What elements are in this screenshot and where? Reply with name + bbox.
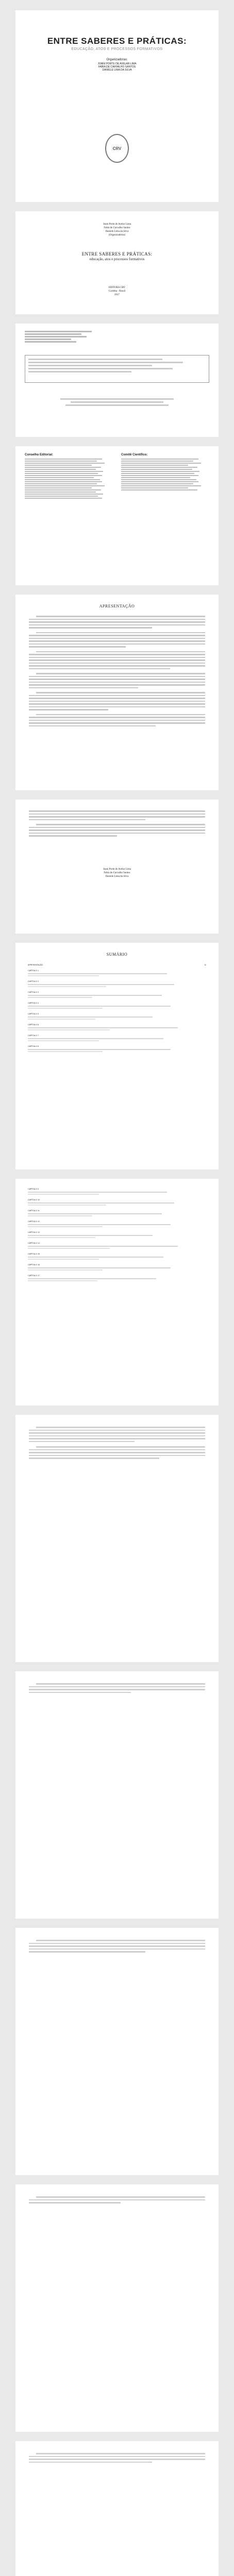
presentation-body-2 xyxy=(29,810,205,837)
halftitle-subtitle: educação, atos e processos formativos xyxy=(89,257,145,261)
toc-entry-title: CAPÍTULO 2 xyxy=(28,980,39,982)
body-page-1 xyxy=(15,1415,219,1662)
halftitle-name-3: Daniele Lima da Silva xyxy=(105,230,129,233)
toc-entry-title: APRESENTAÇÃO xyxy=(28,964,43,966)
toc-entry-title: CAPÍTULO 13 xyxy=(28,1231,40,1233)
toc-entry-chapter-1[interactable] xyxy=(28,970,206,976)
toc-entry-chapter-17[interactable] xyxy=(28,1275,206,1281)
toc-entry-chapter-12[interactable] xyxy=(28,1221,206,1227)
toc-entry-chapter-14[interactable] xyxy=(28,1242,206,1249)
toc-heading: SUMÁRIO xyxy=(106,952,128,957)
publisher-logo xyxy=(105,134,129,163)
halftitle-name-2: Fabia de Carvalho Santos xyxy=(104,227,130,229)
toc-entry-title: CAPÍTULO 3 xyxy=(28,991,39,993)
toc-page-1 xyxy=(15,943,219,1170)
toc-entry-chapter-9[interactable] xyxy=(28,1188,206,1195)
toc-entry-chapter-2[interactable] xyxy=(28,980,206,987)
toc-entry-title: CAPÍTULO 17 xyxy=(28,1275,40,1277)
publisher-logo-text: CRV xyxy=(112,146,122,151)
cover-organizer-1: JOANI PORTE DE AVELAR LIMA xyxy=(97,62,137,65)
catalog-page xyxy=(15,324,219,437)
signature-2: Fabia de Carvalho Santos xyxy=(104,871,130,874)
halftitle-year: 2017 xyxy=(114,294,120,296)
presentation-body xyxy=(29,616,205,726)
toc-entry-page: 11 xyxy=(204,964,206,966)
presentation-page xyxy=(15,595,219,790)
halftitle-page xyxy=(15,211,219,314)
toc-entry-chapter-16[interactable] xyxy=(28,1264,206,1270)
toc-entry-title: CAPÍTULO 10 xyxy=(28,1199,40,1201)
toc-entry-title: CAPÍTULO 12 xyxy=(28,1221,40,1223)
toc-entry-title: CAPÍTULO 15 xyxy=(28,1253,40,1255)
toc-entry-chapter-11[interactable] xyxy=(28,1210,206,1216)
toc-entry-title: CAPÍTULO 14 xyxy=(28,1242,40,1244)
body-page-2 xyxy=(15,1671,219,1919)
halftitle-title: ENTRE SABERES E PRÁTICAS: xyxy=(81,251,153,257)
toc-entry-chapter-5[interactable] xyxy=(28,1013,206,1020)
toc-entry-chapter-7[interactable] xyxy=(28,1035,206,1041)
halftitle-publisher: EDITORA CRV xyxy=(108,286,126,289)
toc-entry-chapter-4[interactable] xyxy=(28,1002,206,1009)
toc-entry-chapter-10[interactable] xyxy=(28,1199,206,1206)
halftitle-role: (Organizadoras) xyxy=(108,234,126,236)
toc-entry-title: CAPÍTULO 8 xyxy=(28,1045,39,1047)
council-page xyxy=(15,446,219,585)
cover-subtitle: EDUCAÇÃO, ATOS E PROCESSOS FORMATIVOS xyxy=(71,47,163,51)
toc-entry-chapter-8[interactable] xyxy=(28,1045,206,1052)
toc-entry-title: CAPÍTULO 9 xyxy=(28,1188,39,1190)
signature-1: Joani Porte de Avelar Lima xyxy=(103,868,131,871)
toc-entry-title: CAPÍTULO 4 xyxy=(28,1002,39,1004)
toc-entry-title: CAPÍTULO 6 xyxy=(28,1024,39,1026)
cover-title: ENTRE SABERES E PRÁTICAS: xyxy=(47,36,187,46)
toc-entry-chapter-13[interactable] xyxy=(28,1231,206,1238)
body-page-3 xyxy=(15,1928,219,2175)
cover-organizer-3: DANIELE LIMA DA SILVA xyxy=(102,69,132,72)
cover-organizer-2: FABIA DE CARVALHO SANTOS xyxy=(98,65,136,69)
cover-organizers-label: Organizadoras: xyxy=(106,58,128,61)
editorial-council-heading: Conselho Editorial: xyxy=(25,453,54,456)
body-page-4 xyxy=(15,2184,219,2432)
signature-3: Daniele Lima da Silva xyxy=(105,875,129,878)
body-page-5 xyxy=(15,2441,219,2576)
presentation-heading: APRESENTAÇÃO xyxy=(99,604,135,608)
toc-entry-title: CAPÍTULO 1 xyxy=(28,970,39,972)
scientific-committee-heading: Comitê Científico: xyxy=(121,453,148,456)
toc-entry-title: CAPÍTULO 5 xyxy=(28,1013,39,1015)
cover-page xyxy=(15,10,219,202)
editorial-council-list xyxy=(25,459,113,499)
toc-entry-title: CAPÍTULO 11 xyxy=(28,1210,40,1212)
toc-page-2 xyxy=(15,1179,219,1405)
toc-entry-title: CAPÍTULO 16 xyxy=(28,1264,40,1266)
presentation-continued-page xyxy=(15,800,219,934)
toc-entry-chapter-3[interactable] xyxy=(28,991,206,998)
scientific-committee-list xyxy=(121,459,209,490)
toc-entry-chapter-6[interactable] xyxy=(28,1024,206,1030)
halftitle-name-1: Joani Porte de Avelar Lima xyxy=(103,223,131,226)
toc-entry-chapter-15[interactable] xyxy=(28,1253,206,1260)
toc-entry-presentation[interactable] xyxy=(28,964,206,967)
toc-entry-title: CAPÍTULO 7 xyxy=(28,1035,39,1037)
halftitle-city: Curitiba - Brasil xyxy=(108,290,126,293)
